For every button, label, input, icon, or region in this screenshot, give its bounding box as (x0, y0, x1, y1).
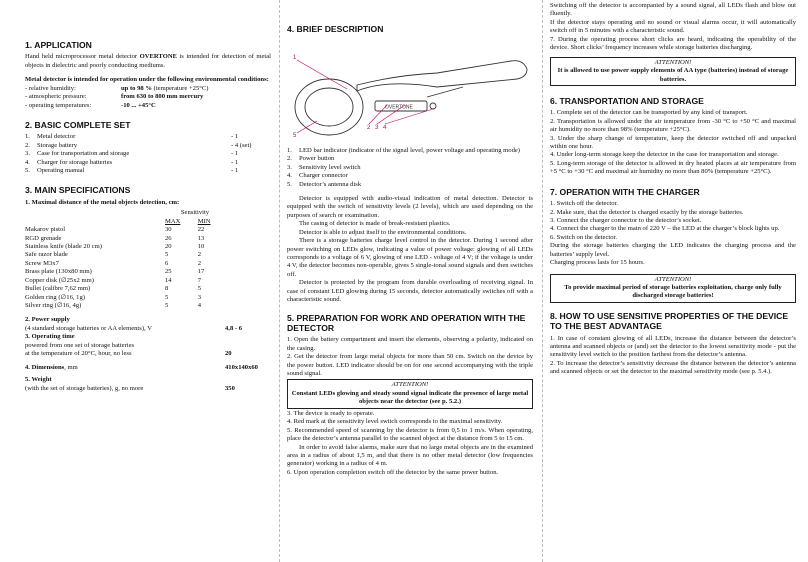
section-transportation-heading: 6. TRANSPORTATION AND STORAGE (550, 95, 704, 106)
list-item: 2. Storage battery - 4 (set) (25, 141, 252, 149)
table-row: Copper disk (∅25x2 mm) 14 7 (25, 276, 202, 284)
column-2 (287, 0, 533, 562)
attention-box-leds: ATTENTION! Constant LEDs glowing and steady sound signal indicate the presence of large metal objects near the detector (see p. 5.2.) (287, 379, 533, 408)
fig-label-1: 1 (293, 55, 297, 62)
component-list (287, 147, 533, 189)
list-item: 1. Complete set of the detector can be transported by any kind of transport. (550, 109, 748, 117)
paragraph: If the detector stays operating and no sound or visual alarms occur, it will automatically switch off in 5 minutes with a characteristic sound. (550, 18, 796, 35)
list-item: 2. Power button (287, 155, 335, 163)
fig-labels (293, 55, 387, 139)
list-item: During the storage batteries charging the LED indicates the charging process and the batteries’ supply level. (550, 242, 796, 258)
col-max: MAX (165, 217, 181, 225)
list-item: 1. Switch off the detector. (550, 200, 618, 208)
table-row: RGD grenade 26 13 (25, 234, 205, 242)
list-item: 4. Charger for storage batteries - 1 (25, 158, 239, 166)
fig-label-5: 5 (293, 133, 297, 140)
attention-box-charging: ATTENTION! To provide maximal period of storage batteries exploitation, charge only fully discharged storage batteries! (550, 274, 796, 303)
col-min: MIN (197, 217, 211, 225)
list-item: 5. Detector’s antenna disk (287, 180, 362, 188)
paragraph: 5. Recommended speed of scanning by the detector is from 0,5 to 1 m/s. When operating, place the detector’s antenna parallel to the scanned object at the distance from 5 to 15 cm. (287, 426, 533, 443)
list-item: 3. Case for transportation and storage - 1 (25, 150, 239, 158)
fig-label-3: 3 (375, 125, 379, 132)
spec-dimensions: 4. Dimensions, mm 410x140x60 (25, 363, 258, 371)
list-item: 4. Charger connector (287, 172, 348, 180)
stem (427, 87, 463, 97)
paragraph: In order to avoid false alarms, make sure that no large metal objects are in the examined area in a radius of about 1,5 m, and that there is no other metal detector (low frequencies generator) working in a radius of 4 m. (287, 443, 533, 468)
paragraph: 6. Upon operation completion switch off the detector by the same power button. (287, 468, 499, 476)
list-item: 3. Under the sharp change of temperature, keep the detector switched off and unpacked within one hour. (550, 134, 796, 150)
table-row: Stainless knife (blade 20 cm) 20 10 (25, 242, 205, 250)
metal-detector-diagram (287, 39, 533, 139)
table-row: Safe razor blade 5 2 (25, 251, 202, 259)
list-item: 4. Connect the charger to the main of 220 V – the LED at the charger’s block lights up. (550, 225, 780, 233)
conditions-list (25, 85, 271, 110)
section-brief-description-heading: 4. BRIEF DESCRIPTION (287, 24, 384, 34)
list-item: 5. Operating manual - 1 (25, 167, 239, 174)
list-item: 5. Long-term storage of the detector is allowed in dry heated places at air temperature from +5 °C to +30 °C and maximal air humidity no more than 80% (temperature +25°C). (550, 159, 796, 176)
table-row: Brass plate (130x80 mm) 25 17 (25, 268, 205, 276)
detection-distance-title: 1. Maximal distance of the metal objects detection, cm: (25, 198, 180, 206)
power-button-shape (430, 103, 436, 109)
sensitivity-header: Sensitivity (180, 209, 210, 217)
table-row: Golden ring (∅16, 1g) 5 3 (25, 293, 202, 301)
fig-label-4: 4 (383, 125, 387, 132)
condition-row: - relative humidity: up to 98 % (temperature +25°C) (25, 84, 209, 92)
section-charger-heading: 7. OPERATION WITH THE CHARGER (550, 186, 700, 197)
list-item: 6. Switch on the detector. (550, 233, 618, 241)
paragraph: There is a storage batteries charge level control in the detector. During 1 second after power switching on LEDs glow, indicating a value of power voltage: glowing of all LEDs corresponds to a voltage of 6 V, glowing of one LED - voltage of 4 V; if the voltage is under 4 V, the detector becomes non-operable, gives 5 single-tonal sound signals and then switches off. (287, 237, 533, 278)
paragraph: The casing of detector is made of break-resistant plastics. (299, 220, 451, 228)
attention-box-batteries: ATTENTION! It is allowed to use power supply elements of AA type (batteries) instead of storage batteries. (550, 57, 796, 86)
section-preparation-heading: 5. PREPARATION FOR WORK AND OPERATION WITH THE DETECTOR (287, 312, 526, 333)
spec-weight: 5. Weight (with the set of storage batteries), g, no more 350 (25, 376, 235, 392)
paragraph: Detector is protected by the program from durable overloading of receiving signal. In case of constant LED glowing during 15 seconds, detector automatically switches off with a characteristic sound. (287, 279, 533, 304)
paragraph: 4. Red mark at the sensitivity level switch corresponds to the maximal sensitivity. (287, 418, 503, 426)
description-paragraphs (287, 195, 533, 305)
list-item: 2. Make sure, that the detector is charged exactly by the storage batteries. (550, 208, 744, 216)
column-divider-1 (279, 0, 280, 562)
fig-brand: OVERTONE (385, 104, 413, 111)
paragraph: 2. Get the detector from large metal objects for more than 50 cm. Switch on the device by the power button. LED indicator should be on for one second accompanying with the triple sound signal. (287, 353, 533, 377)
spec-power: 2. Power supply (4 standard storage batteries or AA elements), V 4,8 - 6 (25, 316, 243, 332)
spec-operating-time: 3. Operating time powered from one set of storage batteries at the temperature of 20°C, hour, no less 20 (25, 333, 232, 358)
detector-body (295, 61, 527, 135)
paragraph: Detector is equipped with audio-visual indication of metal detection. Detector is equipped with the switch of sensitivity levels (2 levels), which are used depending on the purposes of search or examination. (287, 194, 533, 219)
paragraph: 1. Open the battery compartment and insert the elements, observing a polarity, indicated on the casing. (287, 336, 533, 352)
table-row: Bullet (calibre 7,62 mm) 8 5 (25, 285, 202, 293)
list-item: 1. LED bar indicator (indicator of the signal level, power voltage and operating mode) (287, 146, 520, 154)
condition-row: - atmospheric pressure: from 630 to 800 mm mercury (25, 93, 204, 101)
table-row: Makarov pistol 30 22 (25, 226, 205, 234)
fig-label-2: 2 (367, 125, 371, 132)
paragraph: Detector is able to adjust itself to the environmental conditions. (299, 228, 467, 236)
paragraph: Switching off the detector is accompanied by a sound signal, all LEDs flash and blow out fluently. (550, 2, 796, 18)
section-specifications-heading: 3. MAIN SPECIFICATIONS (25, 185, 131, 196)
conditions-title: Metal detector is intended for operation under the following environmental conditions: (25, 76, 269, 84)
paragraph: 3. The device is ready to operate. (287, 409, 375, 417)
section-application-heading: 1. APPLICATION (25, 40, 92, 50)
antenna-disk-inner (305, 88, 353, 126)
list-item: Charging process lasts for 15 hours. (550, 259, 645, 267)
column-3 (550, 0, 796, 562)
condition-row: - operating temperatures: -10 ... +45°C (25, 101, 156, 109)
table-row: Screw M3x7 6 2 (25, 259, 202, 267)
list-item: 1. In case of constant glowing of all LEDs, increase the distance between the detector’s antenna and scanned objects or (and) set the detector to the lowest sensitivity mode - put the sensitivity level switch to the position farthest from the detector’s antenna. (550, 334, 796, 359)
list-item: 1. Metal detector - 1 (25, 133, 239, 141)
brand-name: OVERTONE (139, 53, 177, 61)
list-item: 3. Connect the charger connector to the detector’s socket. (550, 216, 702, 224)
detector-handle (357, 61, 527, 91)
complete-set-list (25, 133, 271, 175)
table-row: Silver ring (∅16, 4g) 5 4 (25, 302, 202, 309)
paragraph: 7. During the operating process short clicks are heard, indicating the operability of the device. Short clicks’ frequency increases while storage batteries discharging. (550, 35, 796, 52)
application-intro: Hand held microprocessor metal detector OVERTONE is intended for detection of metal objects in dielectric and poorly conducting mediums. (25, 53, 271, 69)
column-divider-2 (542, 0, 543, 562)
list-item: 2. Transportation is allowed under the air temperature from -30 °C to +50 °C and maximal air humidity no more than 98% (temperature +25°C). (550, 117, 796, 134)
list-item: 4. Under long-term storage keep the detector in the case for transportation and storage. (550, 151, 779, 159)
list-item: 2. To increase the detector’s sensitivity decrease the distance between the detector’s antenna and scanned objects or set the detector to the maximal sensitivity mode (see p. 5.4.). (550, 359, 796, 376)
list-item: 3. Sensitivity level switch (287, 163, 361, 171)
column-1 (25, 0, 271, 562)
section-complete-set-heading: 2. BASIC COMPLETE SET (25, 119, 131, 130)
fig-leader-lines (297, 60, 433, 133)
section-sensitivity-heading: 8. HOW TO USE SENSITIVE PROPERTIES OF THE DEVICE TO THE BEST ADVANTAGE (550, 310, 789, 332)
detection-distance-table (25, 209, 225, 310)
